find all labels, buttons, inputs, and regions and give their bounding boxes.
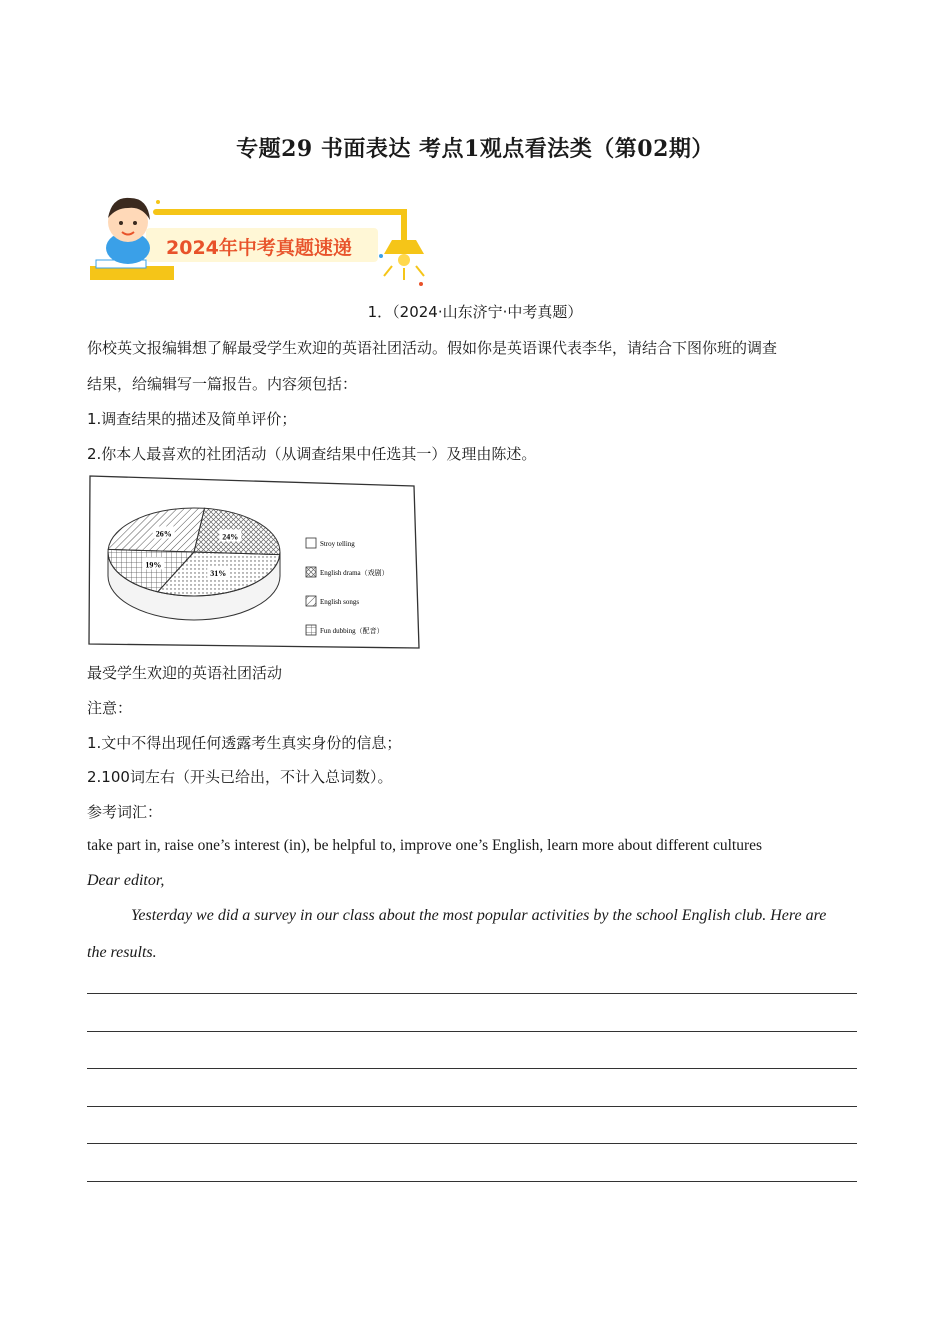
legend-label: English songs (320, 598, 360, 606)
answer-line (87, 1068, 857, 1069)
banner-graphic (86, 190, 431, 290)
pie-slices (108, 508, 280, 596)
answer-line (87, 1181, 857, 1182)
lamp-icon (379, 240, 424, 286)
page-title: 专题29 书面表达 考点1观点看法类（第02期） (236, 136, 714, 162)
note-item-1: 1.文中不得出现任何透露考生真实身份的信息； (87, 734, 402, 752)
chart-caption: 最受学生欢迎的英语社团活动 (87, 664, 283, 682)
legend-swatch (306, 538, 316, 548)
slice-label: 31% (210, 568, 227, 578)
question-intro-line2: 结果，给编辑写一篇报告。内容须包括： (87, 375, 358, 393)
answer-line (87, 993, 857, 994)
chart-legend (306, 538, 389, 635)
vocab-list: take part in, raise one’s interest (in), be helpful to, improve one’s English, learn more about different cultures (87, 837, 763, 854)
letter-salutation: Dear editor, (87, 872, 165, 889)
letter-opening-line1: Yesterday we did a survey in our class about the most popular activities by the school English club. Here are (131, 907, 827, 924)
legend-swatch (306, 625, 316, 635)
legend-label: Stroy telling (320, 540, 355, 548)
legend-label: Fun dubbing（配音） (320, 627, 384, 635)
question-number: 1．（2024·山东济宁·中考真题） (367, 303, 583, 321)
legend-swatch (306, 596, 316, 606)
requirement-item-1: 1.调查结果的描述及简单评价； (87, 410, 297, 428)
answer-line (87, 1106, 857, 1107)
slice-label: 26% (155, 529, 172, 539)
note-title: 注意： (87, 699, 133, 717)
answer-line (87, 1031, 857, 1032)
pie-chart (86, 472, 421, 652)
requirement-item-2: 2.你本人最喜欢的社团活动（从调查结果中任选其一）及理由陈述。 (87, 445, 537, 463)
legend-swatch (306, 567, 316, 577)
question-intro-line1: 你校英文报编辑想了解最受学生欢迎的英语社团活动。假如你是英语课代表李华，请结合下图你班的调查 (87, 339, 778, 357)
note-item-2: 2.100词左右（开头已给出，不计入总词数）。 (87, 768, 393, 786)
answer-line (87, 1143, 857, 1144)
banner-text: 2024年中考真题速递 (166, 237, 352, 259)
slice-label: 24% (222, 532, 239, 542)
legend-label: English drama（戏剧） (320, 569, 389, 577)
slice-label: 19% (145, 560, 162, 570)
letter-opening-line2: the results. (87, 944, 157, 961)
vocab-title: 参考词汇： (87, 803, 163, 821)
